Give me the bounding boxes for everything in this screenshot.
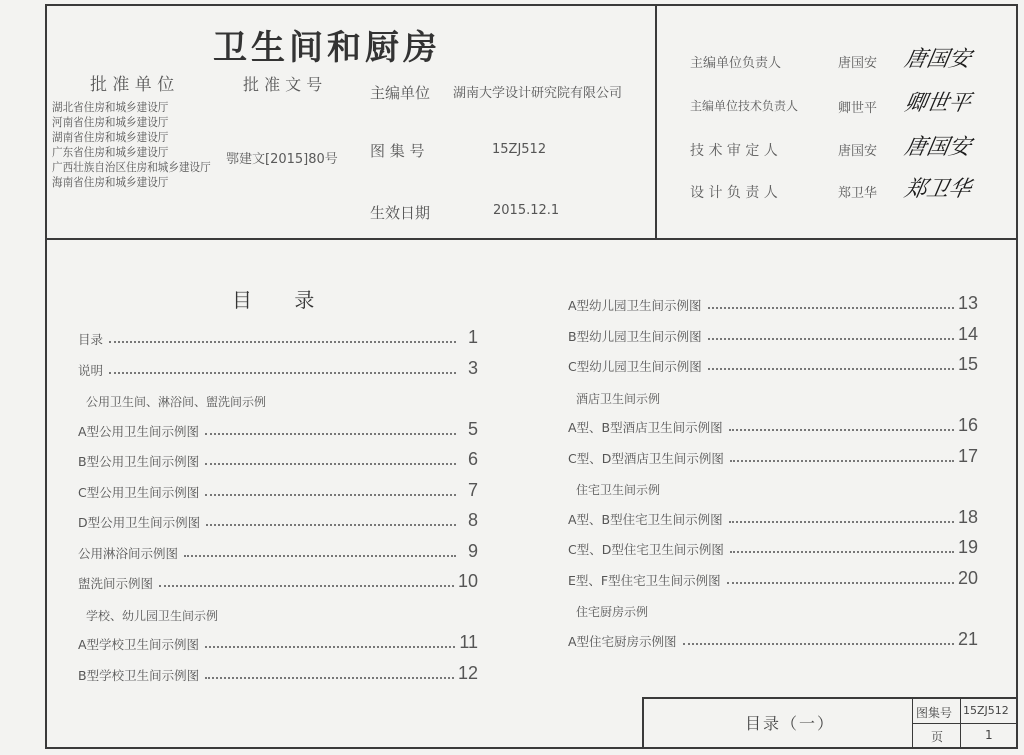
toc-entry[interactable] xyxy=(78,570,478,592)
toc-entry-title: D型公用卫生间示例图 xyxy=(78,515,201,530)
toc-entry[interactable] xyxy=(78,479,478,501)
toc-leader-dots xyxy=(205,677,454,679)
toc-entry-title: B型公用卫生间示例图 xyxy=(78,454,200,469)
approval-unit: 河南省住房和城乡建设厅 xyxy=(52,115,169,129)
resp-role: 设 计 负 责 人 xyxy=(690,185,778,201)
effective-date-label: 生效日期 xyxy=(370,204,431,222)
resp-name: 郑卫华 xyxy=(838,186,878,201)
toc-leader-dots xyxy=(159,585,454,587)
footer-page-value: 1 xyxy=(985,728,993,742)
signature-3: 唐国安 xyxy=(902,135,973,160)
toc-entry-page: 19 xyxy=(957,537,978,557)
sheet-title: 目录（一） xyxy=(745,714,836,733)
toc-entry-title: A型学校卫生间示例图 xyxy=(78,637,200,652)
toc-entry-page: 15 xyxy=(957,354,978,374)
signature-2: 卿世平 xyxy=(902,91,973,116)
toc-entry[interactable] xyxy=(568,445,978,467)
approval-doc-number: 鄂建文[2015]80号 xyxy=(226,152,338,167)
toc-entry-title: A型公用卫生间示例图 xyxy=(78,423,200,439)
toc-entry-page: 21 xyxy=(957,628,978,649)
toc-entry[interactable] xyxy=(78,418,478,440)
toc-entry-title: A型幼儿园卫生间示例图 xyxy=(568,298,702,313)
toc-entry[interactable] xyxy=(78,631,478,653)
atlas-no-label: 图 集 号 xyxy=(370,142,425,160)
resp-role: 主编单位技术负责人 xyxy=(690,99,799,113)
toc-entry[interactable] xyxy=(568,536,978,558)
toc-entry-page: 18 xyxy=(957,506,978,527)
approval-unit: 湖北省住房和城乡建设厅 xyxy=(52,100,169,114)
toc-entry-title: 说明 xyxy=(78,362,104,378)
toc-leader-dots xyxy=(727,582,954,584)
toc-leader-dots xyxy=(184,555,456,557)
toc-entry-title: B型学校卫生间示例图 xyxy=(78,667,200,683)
toc-leader-dots xyxy=(205,463,456,465)
approval-unit: 广东省住房和城乡建设厅 xyxy=(52,145,169,159)
footer-atlas-no-label: 图集号 xyxy=(916,706,953,720)
toc-entry-page: 16 xyxy=(957,415,978,435)
toc-section-heading: 住宅厨房示例 xyxy=(576,605,649,619)
footer-top-rule xyxy=(642,697,1018,699)
approval-unit: 海南省住房和城乡建设厅 xyxy=(52,175,169,189)
toc-entry[interactable] xyxy=(568,353,978,375)
toc-section-heading: 酒店卫生间示例 xyxy=(576,391,661,406)
toc-leader-dots xyxy=(708,368,954,370)
effective-date-value: 2015.12.1 xyxy=(493,203,560,218)
header-divider xyxy=(655,4,657,240)
toc-leader-dots xyxy=(730,460,954,462)
resp-role: 技 术 审 定 人 xyxy=(690,143,778,159)
toc-entry-page: 8 xyxy=(467,510,478,530)
toc-section-heading: 住宅卫生间示例 xyxy=(576,483,661,497)
toc-section-heading: 公用卫生间、淋浴间、盥洗间示例 xyxy=(86,395,267,409)
toc-entry-page: 9 xyxy=(467,540,478,561)
approval-unit-label: 批 准 单 位 xyxy=(90,75,175,95)
toc-entry-page: 20 xyxy=(957,567,978,588)
toc-entry[interactable] xyxy=(568,323,978,345)
approval-units-list xyxy=(52,100,211,190)
toc-leader-dots xyxy=(109,341,456,343)
toc-entry[interactable] xyxy=(568,292,978,314)
toc-entry-page: 11 xyxy=(459,632,478,652)
toc-entry-title: A型、B型酒店卫生间示例图 xyxy=(568,420,723,435)
toc-leader-dots xyxy=(205,494,456,496)
header-bottom-rule xyxy=(45,238,1018,240)
toc-entry-title: E型、F型住宅卫生间示例图 xyxy=(568,572,721,588)
footer-page-label: 页 xyxy=(931,730,944,744)
toc-entry-title: B型幼儿园卫生间示例图 xyxy=(568,328,702,344)
resp-role: 主编单位负责人 xyxy=(690,56,782,71)
toc-leader-dots xyxy=(205,646,455,648)
toc-entry-title: A型、B型住宅卫生间示例图 xyxy=(568,511,723,527)
toc-entry[interactable] xyxy=(568,628,978,650)
approval-unit: 广西壮族自治区住房和城乡建设厅 xyxy=(52,160,211,174)
toc-entry-title: A型住宅厨房示例图 xyxy=(568,633,677,649)
toc-entry-page: 13 xyxy=(957,293,978,313)
toc-entry[interactable] xyxy=(78,357,478,379)
signature-1: 唐国安 xyxy=(902,47,973,72)
footer-left-rule xyxy=(642,697,644,749)
toc-leader-dots xyxy=(109,372,456,374)
toc-entry-title: 目录 xyxy=(78,332,104,347)
toc-entry-title: 盥洗间示例图 xyxy=(78,576,154,591)
footer-mid-rule xyxy=(912,723,1018,724)
toc-section-heading: 学校、幼儿园卫生间示例 xyxy=(86,608,219,623)
footer-atlas-no-value: 15ZJ512 xyxy=(963,704,1009,717)
resp-name: 唐国安 xyxy=(838,144,878,159)
toc-entry-title: C型、D型住宅卫生间示例图 xyxy=(568,542,724,557)
toc-leader-dots xyxy=(729,521,954,523)
toc-entry-page: 12 xyxy=(457,662,478,683)
toc-entry[interactable] xyxy=(78,662,478,684)
toc-entry-page: 6 xyxy=(467,449,478,469)
toc-entry-title: C型公用卫生间示例图 xyxy=(78,484,200,500)
editor-unit-label: 主编单位 xyxy=(370,84,431,102)
document-title: 卫生间和厨房 xyxy=(213,28,441,68)
toc-leader-dots xyxy=(205,433,456,435)
toc-leader-dots xyxy=(708,338,954,340)
toc-entry-page: 3 xyxy=(467,357,478,378)
toc-entry-page: 5 xyxy=(467,418,478,439)
toc-leader-dots xyxy=(729,429,954,431)
toc-entry-title: C型、D型酒店卫生间示例图 xyxy=(568,450,724,466)
editor-unit-value: 湖南大学设计研究院有限公司 xyxy=(453,86,623,101)
approval-doc-label: 批 准 文 号 xyxy=(243,75,323,94)
atlas-no-value: 15ZJ512 xyxy=(492,142,547,157)
toc-leader-dots xyxy=(708,307,954,309)
toc-entry[interactable] xyxy=(78,448,478,470)
resp-name: 唐国安 xyxy=(838,56,878,71)
toc-entry[interactable] xyxy=(78,326,478,348)
toc-leader-dots xyxy=(683,643,954,645)
toc-leader-dots xyxy=(730,551,954,553)
signature-4: 郑卫华 xyxy=(902,177,973,202)
toc-entry-title: C型幼儿园卫生间示例图 xyxy=(568,359,702,374)
toc-entry-page: 10 xyxy=(457,571,478,591)
toc-entry[interactable] xyxy=(78,540,478,562)
resp-name: 卿世平 xyxy=(838,101,878,116)
toc-entry[interactable] xyxy=(568,567,978,589)
toc-entry[interactable] xyxy=(568,506,978,528)
toc-entry-page: 14 xyxy=(957,323,978,344)
approval-unit: 湖南省住房和城乡建设厅 xyxy=(52,130,169,144)
toc-leader-dots xyxy=(206,524,456,526)
toc-entry-title: 公用淋浴间示例图 xyxy=(78,545,179,561)
toc-entry-page: 7 xyxy=(467,479,478,500)
toc-entry-page: 1 xyxy=(467,327,478,347)
toc-entry[interactable] xyxy=(568,414,978,436)
toc-entry-page: 17 xyxy=(957,445,978,466)
toc-title: 目 录 xyxy=(232,288,333,312)
toc-entry[interactable] xyxy=(78,509,478,531)
